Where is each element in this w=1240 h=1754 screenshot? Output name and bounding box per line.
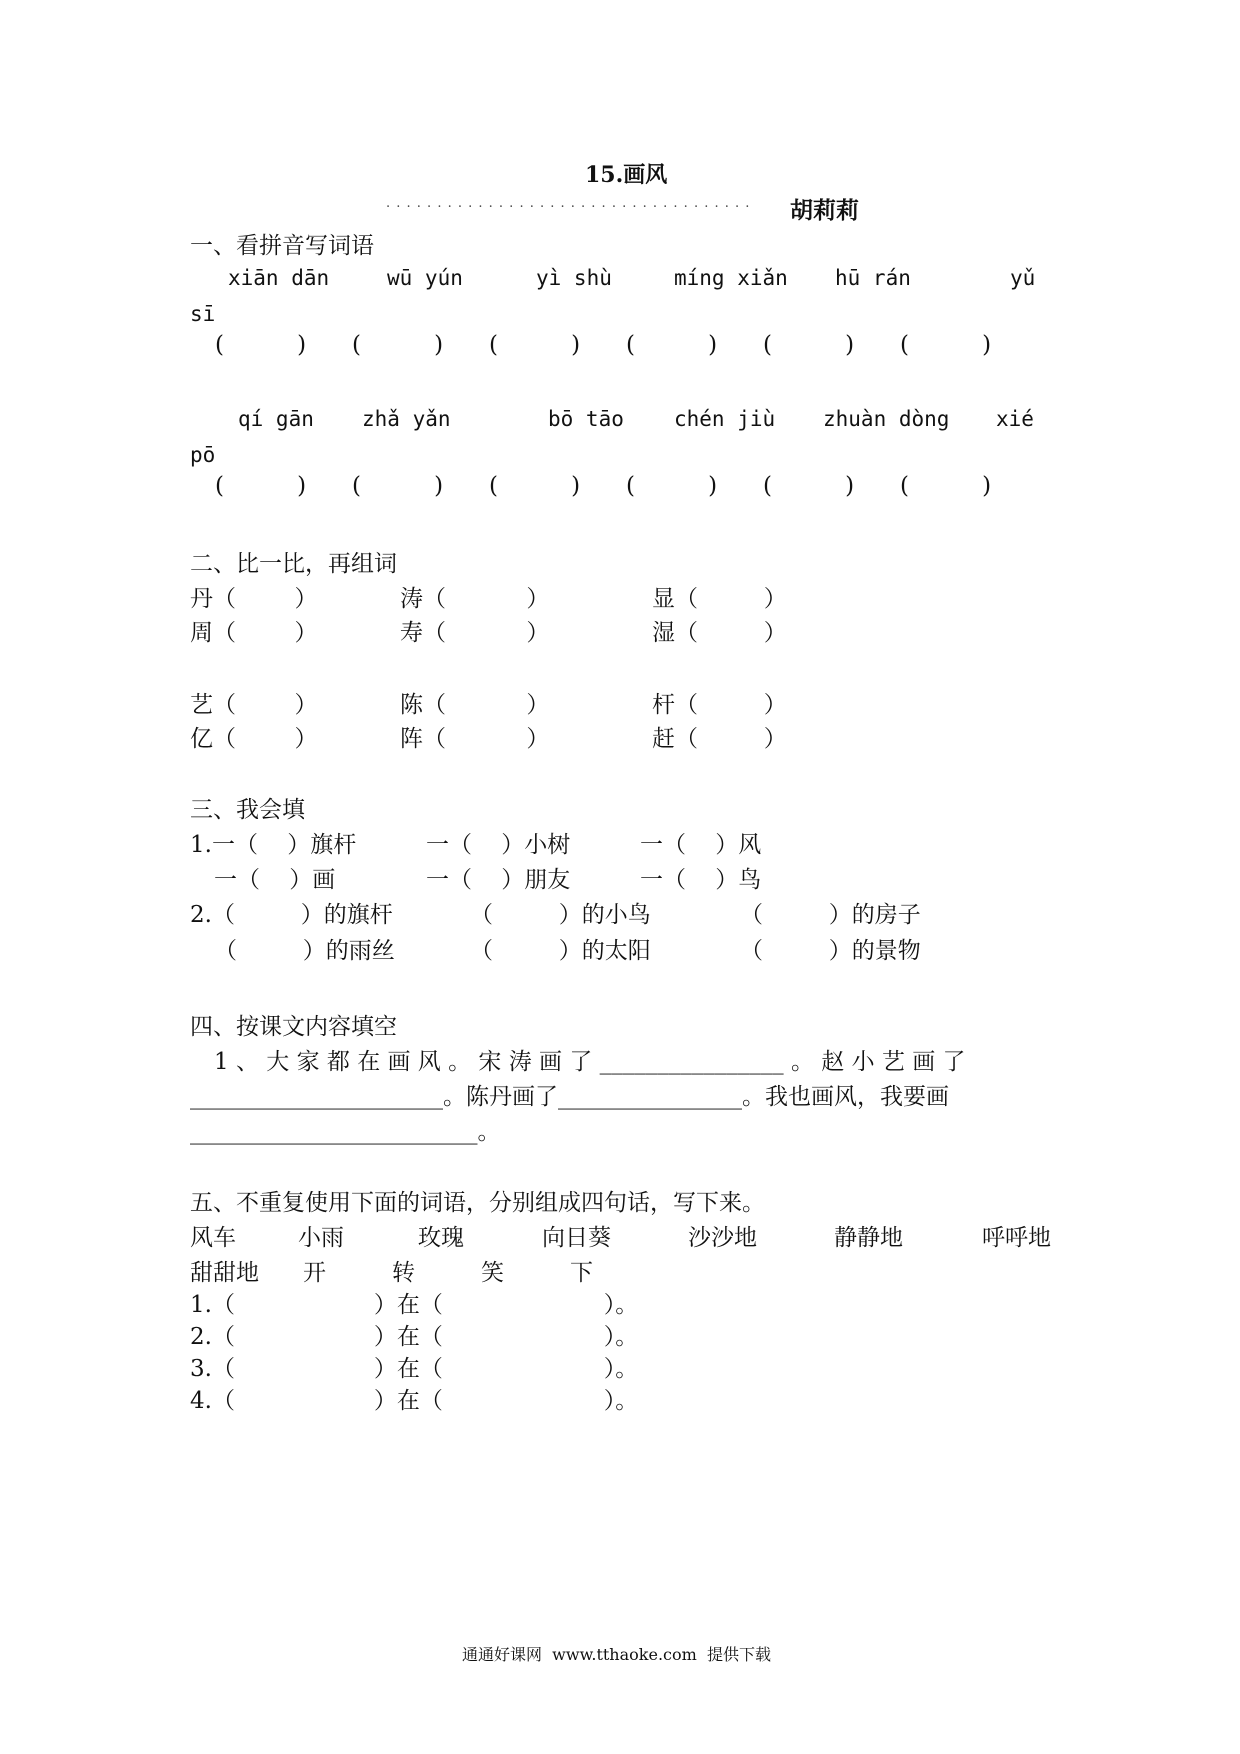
answer-blank[interactable]: ( ) — [626, 332, 718, 358]
text-fill-line-2[interactable]: ______________________。陈丹画了________________。我也画风，我要画 — [190, 1084, 949, 1110]
text-fill-line-3[interactable]: _________________________。 — [190, 1119, 501, 1145]
answer-blank[interactable]: ( ) — [489, 473, 581, 499]
pinyin-chen-jiu: chén jiù — [674, 407, 776, 431]
answer-blank[interactable]: ( ) — [900, 332, 992, 358]
footer-credit: 通通好课网 www.tthaoke.com 提供下载 — [462, 1645, 771, 1664]
word-bank-item: 沙沙地 — [688, 1225, 757, 1251]
word-bank-item: 开 — [303, 1260, 326, 1286]
answer-blank[interactable]: ( ) — [352, 332, 444, 358]
compare-item[interactable]: 周（ ） — [190, 620, 318, 646]
compare-item[interactable]: 陈（ ） — [400, 692, 550, 718]
word-bank-item: 小雨 — [298, 1225, 344, 1251]
answer-blank[interactable]: ( ) — [626, 473, 718, 499]
word-bank-item: 向日葵 — [542, 1225, 611, 1251]
compare-item[interactable]: 阵（ ） — [400, 726, 550, 752]
word-bank-item: 转 — [392, 1260, 415, 1286]
compare-item[interactable]: 亿（ ） — [190, 726, 318, 752]
answer-blank[interactable]: ( ) — [763, 332, 855, 358]
compare-item[interactable]: 赶（ ） — [652, 726, 787, 752]
answer-blank[interactable]: ( ) — [352, 473, 444, 499]
author-name: 胡莉莉 — [790, 197, 859, 224]
answer-blank[interactable]: ( ) — [900, 473, 992, 499]
fill-item[interactable]: （ ）的房子 — [740, 902, 921, 928]
fill-item[interactable]: （ ）的太阳 — [470, 938, 651, 964]
answer-blank[interactable]: ( ) — [763, 473, 855, 499]
pinyin-yu: yǔ — [1010, 266, 1036, 290]
sentence-line[interactable]: 2.（ ）在（ ）。 — [190, 1324, 639, 1350]
pinyin-zha-yan: zhǎ yǎn — [362, 407, 451, 431]
pinyin-xie: xié — [996, 407, 1034, 431]
compare-item[interactable]: 寿（ ） — [400, 620, 550, 646]
fill-item[interactable]: （ ）的雨丝 — [214, 938, 395, 964]
pinyin-hu-ran: hū rán — [835, 266, 911, 290]
pinyin-xian-dan: xiān dān — [228, 266, 330, 290]
word-bank-item: 甜甜地 — [190, 1260, 259, 1286]
pinyin-po: pō — [190, 443, 216, 467]
fill-item[interactable]: 1.一（ ）旗杆 — [190, 832, 357, 858]
page-title: 15.画风 — [585, 162, 668, 188]
section2-heading: 二、比一比，再组词 — [190, 551, 397, 577]
sentence-line[interactable]: 4.（ ）在（ ）。 — [190, 1388, 639, 1414]
fill-item[interactable]: 一（ ）鸟 — [640, 867, 762, 893]
answer-blank[interactable]: ( ) — [489, 332, 581, 358]
fill-item[interactable]: 2.（ ）的旗杆 — [190, 902, 393, 928]
pinyin-yi-shu: yì shù — [536, 266, 612, 290]
answer-blank[interactable]: ( ) — [215, 332, 307, 358]
pinyin-ming-xian: míng xiǎn — [674, 266, 788, 290]
word-bank-item: 笑 — [481, 1260, 504, 1286]
fill-item[interactable]: （ ）的小鸟 — [470, 902, 651, 928]
compare-item[interactable]: 显（ ） — [652, 586, 787, 612]
section1-heading: 一、看拼音写词语 — [190, 233, 374, 259]
title-dotted-line: . . . . . . . . . . . . . . . . . . . . . . . . . . . . . . . . . . . . — [386, 196, 751, 211]
fill-item[interactable]: 一（ ）画 — [214, 867, 336, 893]
pinyin-si: sī — [190, 302, 216, 326]
fill-item[interactable]: （ ）的景物 — [740, 938, 921, 964]
sentence-line[interactable]: 3.（ ）在（ ）。 — [190, 1356, 639, 1382]
fill-item[interactable]: 一（ ）朋友 — [426, 867, 571, 893]
answer-blank[interactable]: ( ) — [215, 473, 307, 499]
section3-heading: 三、我会填 — [190, 797, 305, 823]
word-bank-item: 风车 — [190, 1225, 236, 1251]
text-fill-line-1[interactable]: 1 、 大 家 都 在 画 风 。 宋 涛 画 了 ________________ 。 赵 小 艺 画 了 — [214, 1049, 966, 1075]
compare-item[interactable]: 丹（ ） — [190, 586, 318, 612]
compare-item[interactable]: 湿（ ） — [652, 620, 787, 646]
compare-item[interactable]: 艺（ ） — [190, 692, 318, 718]
pinyin-qi-gan: qí gān — [238, 407, 314, 431]
section5-heading: 五、不重复使用下面的词语，分别组成四句话，写下来。 — [190, 1190, 765, 1216]
pinyin-zhuan-dong: zhuàn dòng — [823, 407, 950, 431]
pinyin-wu-yun: wū yún — [387, 266, 463, 290]
pinyin-bo-tao: bō tāo — [548, 407, 624, 431]
word-bank-item: 静静地 — [834, 1225, 903, 1251]
word-bank-item: 玫瑰 — [418, 1225, 464, 1251]
fill-item[interactable]: 一（ ）小树 — [426, 832, 571, 858]
word-bank-item: 呼呼地 — [982, 1225, 1051, 1251]
word-bank-item: 下 — [570, 1260, 593, 1286]
compare-item[interactable]: 涛（ ） — [400, 586, 550, 612]
compare-item[interactable]: 杆（ ） — [652, 692, 787, 718]
section4-heading: 四、按课文内容填空 — [190, 1014, 397, 1040]
fill-item[interactable]: 一（ ）风 — [640, 832, 762, 858]
sentence-line[interactable]: 1.（ ）在（ ）。 — [190, 1292, 639, 1318]
